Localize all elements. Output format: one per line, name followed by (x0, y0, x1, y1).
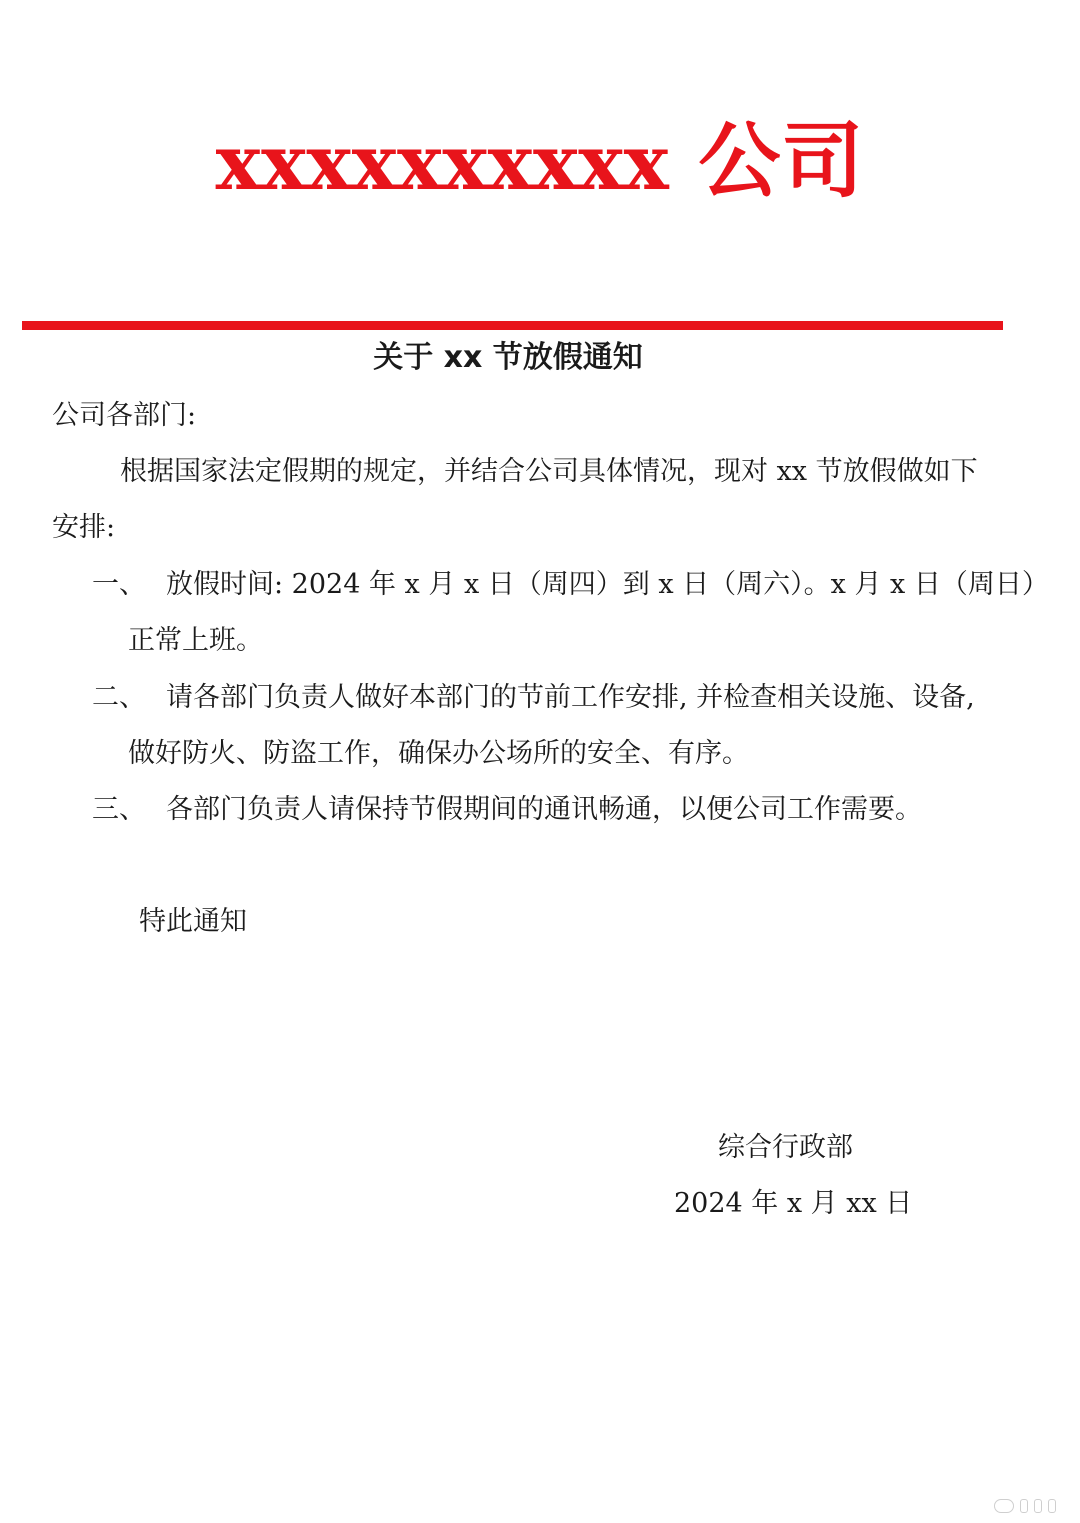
item-3-line-1: 各部门负责人请保持节假期间的通讯畅通，以便公司工作需要。 (166, 794, 922, 825)
item-number-2: 二、 (92, 682, 146, 713)
item-2-line-2: 做好防火、防盗工作，确保办公场所的安全、有序。 (128, 738, 749, 769)
watermark-icon (994, 1499, 1014, 1513)
company-name-cjk: 公司 (698, 114, 865, 209)
watermark-icon (1034, 1499, 1042, 1513)
signature-department: 综合行政部 (718, 1132, 853, 1163)
notice-title: 关于 xx 节放假通知 (373, 340, 643, 375)
watermark-icon (1048, 1499, 1056, 1513)
signature-date: 2024 年 x 月 xx 日 (674, 1188, 913, 1219)
closing-remark: 特此通知 (139, 906, 247, 937)
watermark-icons (994, 1499, 1056, 1513)
company-header (0, 112, 1080, 213)
item-1-line-1: 放假时间: 2024 年 x 月 x 日（周四）到 x 日（周六）。x 月 x 日（周日） (166, 569, 1049, 600)
intro-line-2: 安排: (52, 512, 116, 543)
salutation: 公司各部门: (52, 400, 197, 431)
company-name-latin: xxxxxxxxxx (215, 118, 669, 207)
watermark-icon (1020, 1499, 1028, 1513)
item-number-1: 一、 (92, 569, 146, 600)
item-2-line-1: 请各部门负责人做好本部门的节前工作安排, 并检查相关设施、设备, (166, 682, 975, 713)
item-number-3: 三、 (92, 794, 146, 825)
item-1-line-2: 正常上班。 (128, 625, 263, 656)
header-divider (22, 321, 1003, 330)
intro-line-1: 根据国家法定假期的规定，并结合公司具体情况，现对 xx 节放假做如下 (120, 456, 978, 487)
